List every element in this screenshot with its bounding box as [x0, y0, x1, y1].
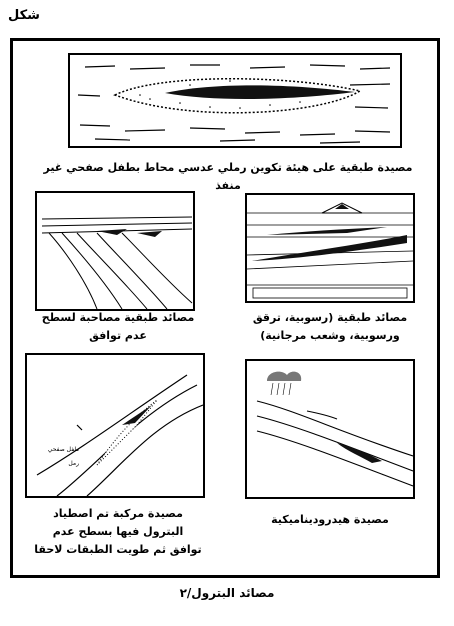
combination-trap-caption: [28, 505, 208, 559]
stratigraphic-caption-line-1: مصائد طبقية (رسوبية، ترقق: [252, 311, 408, 324]
combination-caption-line-1: مصيدة مركبة تم اصطياد: [53, 507, 183, 520]
figure-title: شكل: [8, 8, 40, 23]
unconformity-trap-panel: [35, 191, 195, 311]
combination-trap-panel: [25, 353, 205, 498]
hydrodynamic-trap-panel: [245, 359, 415, 499]
cloud-icon: [267, 372, 301, 381]
unconformity-caption-line-2: عدم توافق: [89, 329, 147, 342]
lens-trap-panel: [68, 53, 402, 148]
stratigraphic-traps-panel: [245, 193, 415, 303]
hydrodynamic-trap-illustration: [247, 361, 413, 497]
lens-trap-caption: مصيدة طبقية على هيئة تكوين رملي عدسي محاط بطفل صفحي غير منفذ: [43, 161, 413, 192]
stratigraphic-traps-illustration: [247, 195, 413, 301]
unconformity-trap-illustration: [37, 193, 193, 309]
sand-annotation: رمل: [68, 460, 79, 467]
figure-caption: مصائد البترول/٢: [179, 586, 275, 600]
combination-caption-line-3: توافق ثم طويت الطبقات لاحقا: [34, 543, 202, 556]
stratigraphic-caption-line-2: ورسوبية، وشعب مرجانية): [260, 329, 400, 342]
shale-annotation: طفل صفحي: [47, 446, 79, 453]
unconformity-trap-caption: [28, 309, 208, 345]
lens-trap-illustration: [70, 55, 400, 146]
combination-caption-line-2: البترول فيها بسطح عدم: [52, 525, 184, 538]
hydrodynamic-trap-caption: مصيدة هيدروديناميكية: [271, 513, 389, 526]
combination-trap-illustration: [27, 355, 203, 496]
figure-frame: [10, 38, 440, 578]
unconformity-caption-line-1: مصائد طبقية مصاحبة لسطح: [41, 311, 195, 324]
stratigraphic-traps-caption: [235, 309, 425, 345]
